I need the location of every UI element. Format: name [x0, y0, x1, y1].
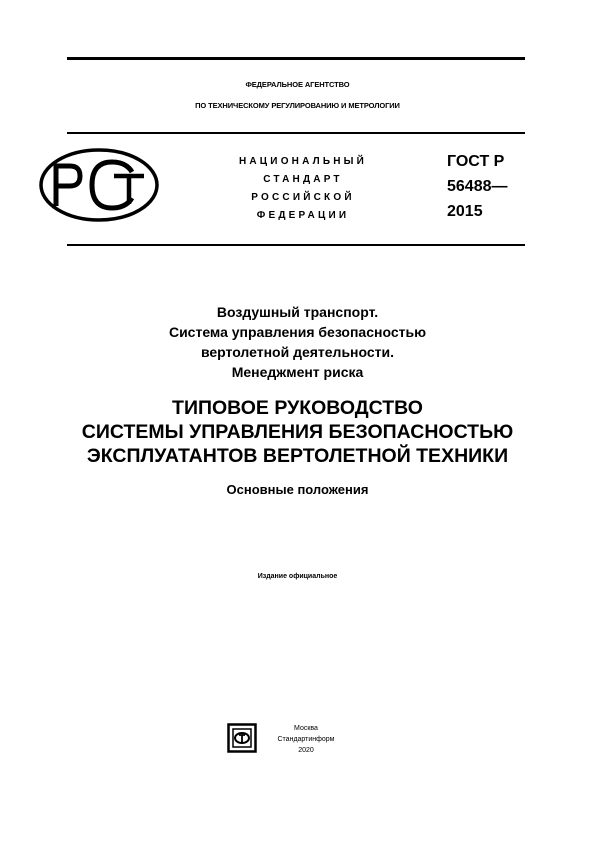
subtitle-line-4: Менеджмент риска [231, 364, 364, 380]
gost-designation-line-3: 2015 [447, 203, 483, 220]
rst-logo [36, 146, 162, 224]
standard-type-line-3: РОССИЙСКОЙ [251, 192, 355, 203]
basic-provisions: Основные положения [226, 482, 369, 497]
gost-designation-line-1: ГОСТ Р [447, 153, 505, 170]
standard-type-line-4: ФЕДЕРАЦИИ [256, 210, 350, 221]
edition-label: Издание официальное [257, 573, 338, 580]
subtitle-line-1: Воздушный транспорт. [216, 304, 379, 320]
agency-bottom-rule [67, 132, 525, 134]
title-line-1: ТИПОВОЕ РУКОВОДСТВО [172, 397, 423, 419]
subtitle-line-2: Система управления безопасностью [168, 324, 427, 340]
header-bottom-rule [67, 244, 525, 246]
standard-type-line-1: НАЦИОНАЛЬНЫЙ [238, 156, 368, 167]
standard-type-line-2: СТАНДАРТ [263, 174, 343, 185]
agency-line-2: ПО ТЕХНИЧЕСКОМУ РЕГУЛИРОВАНИЮ И МЕТРОЛОГИИ [195, 101, 400, 110]
agency-line-1: ФЕДЕРАЛЬНОЕ АГЕНТСТВО [245, 80, 350, 89]
publisher-city: Москва [294, 725, 318, 732]
title-line-3: ЭКСПЛУАТАНТОВ ВЕРТОЛЕТНОЙ ТЕХНИКИ [86, 445, 509, 467]
publisher-name: Стандартинформ [277, 736, 335, 743]
top-rule [67, 57, 525, 60]
standartinform-logo [227, 723, 257, 753]
publisher-year: 2020 [298, 747, 314, 754]
gost-designation-line-2: 56488— [447, 178, 508, 195]
subtitle-line-3: вертолетной деятельности. [200, 344, 395, 360]
title-line-2: СИСТЕМЫ УПРАВЛЕНИЯ БЕЗОПАСНОСТЬЮ [81, 421, 514, 443]
